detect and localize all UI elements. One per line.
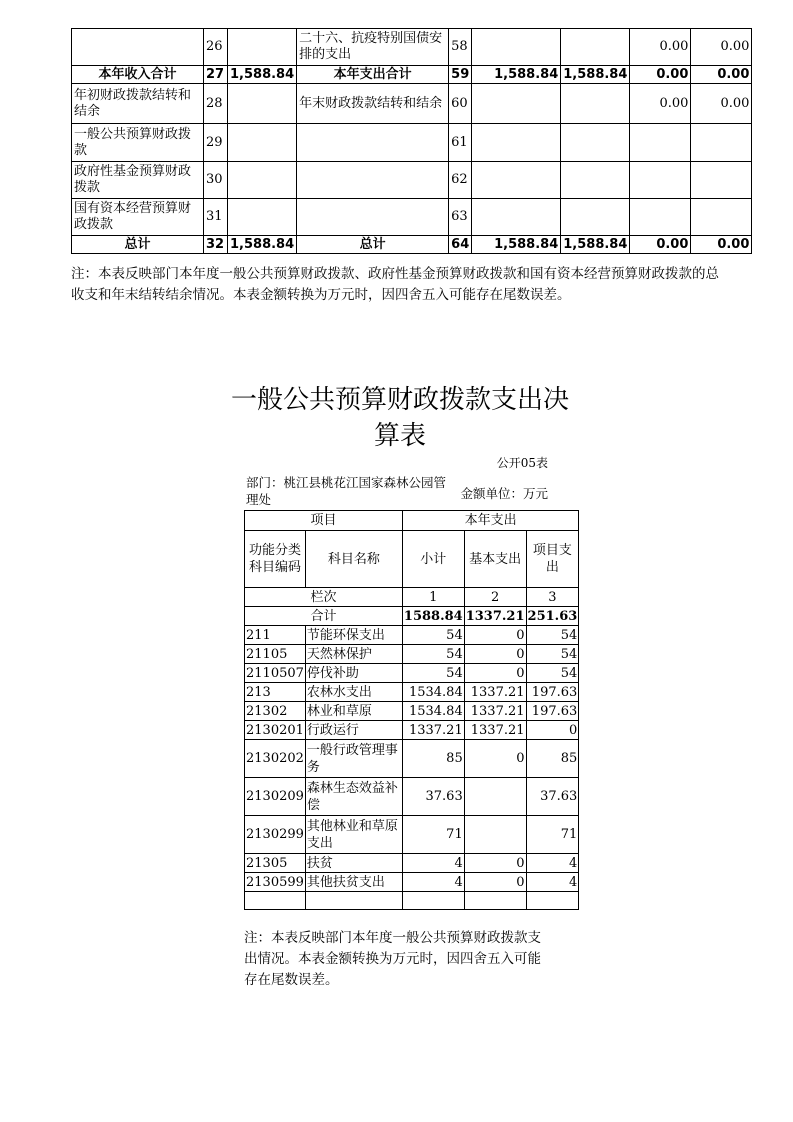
cell-basic: 0: [464, 645, 526, 664]
cell-name: 其他扶贫支出: [305, 873, 402, 892]
header-current-year: 本年支出: [402, 511, 578, 531]
cell-project: 0: [526, 721, 579, 740]
table-row: [245, 778, 579, 816]
cell-subtotal: 54: [402, 626, 464, 645]
empty-cell: [245, 892, 306, 910]
summary-cell-c1: 政府性基金预算财政拨款: [72, 162, 204, 199]
summary-cell-c6: 1,588.84: [472, 236, 561, 254]
summary-cell-c6: [472, 84, 561, 124]
summary-cell-c1: 一般公共预算财政拨款: [72, 124, 204, 162]
summary-cell-c5: 60: [449, 84, 472, 124]
cell-subtotal: 1534.84: [402, 683, 464, 702]
cell-code: 2110507: [246, 665, 304, 681]
summary-cell-c4: [297, 199, 449, 236]
cell-basic: 0: [464, 740, 526, 778]
header-col3: 3: [526, 588, 579, 607]
header-col2: 2: [464, 588, 526, 607]
summary-cell-c6: [472, 29, 561, 66]
cell-name: 农林水支出: [305, 683, 402, 702]
cell-name: 节能环保支出: [305, 626, 402, 645]
header-row-index: [245, 588, 579, 607]
summary-cell-c2: 32: [204, 236, 228, 254]
summary-cell-c7: 1,588.84: [561, 66, 630, 84]
summary-cell-c5: 61: [449, 124, 472, 162]
table-row: [245, 702, 579, 721]
cell-name: 行政运行: [305, 721, 402, 740]
summary-cell-c4: 总计: [297, 236, 449, 254]
summary-cell-c3: 1,588.84: [228, 66, 297, 84]
empty-cell: [402, 892, 464, 910]
summary-cell-c6: 1,588.84: [472, 66, 561, 84]
summary-cell-c1: 本年收入合计: [72, 66, 204, 84]
cell-basic: [464, 816, 526, 854]
total-basic: 1337.21: [465, 608, 525, 624]
summary-cell-c2: 27: [204, 66, 228, 84]
empty-cell: [305, 892, 402, 910]
cell-basic: 0: [464, 664, 526, 683]
cell-basic: 1337.21: [464, 683, 526, 702]
summary-cell-c4: 二十六、抗疫特别国债安排的支出: [297, 29, 449, 66]
summary-cell-c9: 0.00: [691, 236, 752, 254]
cell-project: 71: [526, 816, 579, 854]
cell-project: 85: [526, 740, 579, 778]
cell-basic: 1337.21: [464, 721, 526, 740]
summary-cell-c3: [228, 84, 297, 124]
cell-subtotal: 37.63: [402, 778, 464, 816]
cell-name: 森林生态效益补偿: [305, 778, 402, 816]
header-subtotal: 小计: [402, 531, 464, 588]
table-row: [245, 854, 579, 873]
cell-code: 2130299: [245, 816, 306, 854]
cell-name: 天然林保护: [305, 645, 402, 664]
cell-basic: 0: [464, 873, 526, 892]
summary-cell-c9: [691, 162, 752, 199]
table-row: [245, 683, 579, 702]
cell-subtotal: 54: [402, 664, 464, 683]
cell-code: 21305: [245, 854, 306, 873]
cell-project: 197.63: [526, 683, 579, 702]
cell-code: 21302: [245, 702, 306, 721]
summary-cell-c7: [561, 124, 630, 162]
summary-row: [72, 199, 752, 236]
summary-cell-c5: 62: [449, 162, 472, 199]
summary-table-note: 注：本表反映部门本年度一般公共预算财政拨款、政府性基金预算财政拨款和国有资本经营预算财政拨款的总收支和年末结转结余情况。本表金额转换为万元时，因四舍五入可能存在尾数误差。: [71, 266, 719, 303]
form-number: 公开05表: [496, 456, 548, 470]
cell-basic: [464, 778, 526, 816]
cell-subtotal: 85: [402, 740, 464, 778]
cell-basic: 0: [464, 854, 526, 873]
cell-code: 213: [245, 683, 306, 702]
summary-cell-c4: [297, 124, 449, 162]
summary-cell-c2: 28: [204, 84, 228, 124]
summary-cell-c8: 0.00: [630, 66, 691, 84]
summary-row: [72, 162, 752, 199]
summary-cell-c7: [561, 29, 630, 66]
cell-code: 2130201: [246, 722, 304, 738]
amount-unit-label: 金额单位：万元: [460, 486, 548, 501]
total-subtotal: 1588.84: [403, 608, 463, 624]
summary-cell-c6: [472, 162, 561, 199]
table-row: [245, 740, 579, 778]
cell-project: 54: [526, 664, 579, 683]
cell-name: 扶贫: [305, 854, 402, 873]
summary-cell-c1: [72, 29, 204, 66]
summary-cell-c6: [472, 124, 561, 162]
cell-project: 37.63: [526, 778, 579, 816]
summary-cell-c8: 0.00: [630, 236, 691, 254]
table-row: [245, 664, 579, 683]
summary-cell-c1: 国有资本经营预算财政拨款: [72, 199, 204, 236]
summary-cell-c1: 总计: [72, 236, 204, 254]
cell-name: 林业和草原: [305, 702, 402, 721]
summary-cell-c5: 63: [449, 199, 472, 236]
cell-name: 停伐补助: [305, 664, 402, 683]
summary-cell-c9: [691, 124, 752, 162]
summary-row: [72, 124, 752, 162]
summary-cell-c8: [630, 199, 691, 236]
empty-cell: [464, 892, 526, 910]
summary-cell-c4: 年末财政拨款结转和结余: [297, 84, 449, 124]
summary-cell-c7: [561, 162, 630, 199]
summary-row: [72, 29, 752, 66]
summary-cell-c2: 31: [204, 199, 228, 236]
cell-code: 21105: [245, 645, 306, 664]
cell-code: 2130209: [245, 778, 306, 816]
summary-cell-c2: 26: [204, 29, 228, 66]
header-func-code: 功能分类科目编码: [245, 531, 306, 588]
summary-row: [72, 236, 752, 254]
summary-cell-c3: [228, 162, 297, 199]
cell-name: 一般行政管理事务: [305, 740, 402, 778]
header-col-label: 栏次: [245, 588, 403, 607]
table-row: [245, 626, 579, 645]
header-col1: 1: [402, 588, 464, 607]
summary-row: [72, 66, 752, 84]
empty-row: [245, 892, 579, 910]
expenditure-table-body: [245, 511, 579, 910]
cell-code: 211: [245, 626, 306, 645]
table-row: [245, 645, 579, 664]
total-project: 251.63: [527, 608, 578, 624]
cell-project: 4: [526, 854, 579, 873]
summary-cell-c3: [228, 29, 297, 66]
cell-project: 4: [526, 873, 579, 892]
summary-cell-c6: [472, 199, 561, 236]
cell-project: 54: [526, 626, 579, 645]
empty-cell: [526, 892, 579, 910]
header-subject-name: 科目名称: [305, 531, 402, 588]
cell-project: 54: [526, 645, 579, 664]
header-project-exp: 项目支出: [526, 531, 579, 588]
header-project: 项目: [245, 511, 403, 531]
expenditure-table-note: 注：本表反映部门本年度一般公共预算财政拨款支出情况。本表金额转换为万元时，因四舍五入可能存在尾数误差。: [244, 930, 541, 988]
summary-cell-c8: 0.00: [630, 84, 691, 124]
table-row: [245, 816, 579, 854]
summary-cell-c1: 年初财政拨款结转和结余: [72, 84, 204, 124]
cell-subtotal: 54: [402, 645, 464, 664]
summary-cell-c3: 1,588.84: [228, 236, 297, 254]
income-expense-summary-table: [71, 28, 752, 254]
summary-cell-c5: 58: [449, 29, 472, 66]
cell-project: 197.63: [526, 702, 579, 721]
summary-cell-c3: [228, 124, 297, 162]
header-row-top: [245, 511, 579, 531]
header-basic: 基本支出: [464, 531, 526, 588]
summary-cell-c7: 1,588.84: [561, 236, 630, 254]
summary-cell-c7: [561, 84, 630, 124]
summary-cell-c7: [561, 199, 630, 236]
table-row: [245, 873, 579, 892]
summary-cell-c8: [630, 124, 691, 162]
summary-cell-c9: 0.00: [691, 84, 752, 124]
summary-cell-c2: 30: [204, 162, 228, 199]
summary-row: [72, 84, 752, 124]
summary-cell-c4: [297, 162, 449, 199]
cell-subtotal: 4: [402, 873, 464, 892]
page-title: 一般公共预算财政拨款支出决算表: [230, 385, 569, 451]
summary-table-body: [72, 29, 752, 254]
header-row-columns: [245, 531, 579, 588]
summary-cell-c5: 59: [449, 66, 472, 84]
summary-cell-c4: 本年支出合计: [297, 66, 449, 84]
cell-basic: 0: [464, 626, 526, 645]
cell-subtotal: 4: [402, 854, 464, 873]
summary-cell-c3: [228, 199, 297, 236]
table-row: [245, 721, 579, 740]
cell-basic: 1337.21: [464, 702, 526, 721]
cell-code: 2130599: [246, 874, 304, 890]
cell-subtotal: 1337.21: [402, 721, 464, 740]
cell-subtotal: 1534.84: [402, 702, 464, 721]
cell-code: 2130202: [245, 740, 306, 778]
summary-cell-c9: [691, 199, 752, 236]
summary-cell-c2: 29: [204, 124, 228, 162]
summary-cell-c5: 64: [449, 236, 472, 254]
summary-cell-c8: 0.00: [630, 29, 691, 66]
cell-subtotal: 71: [402, 816, 464, 854]
expenditure-table: [244, 510, 579, 910]
summary-cell-c9: 0.00: [691, 66, 752, 84]
cell-name: 其他林业和草原支出: [305, 816, 402, 854]
total-row: [245, 607, 579, 626]
summary-cell-c9: 0.00: [691, 29, 752, 66]
total-label: 合计: [245, 607, 403, 626]
department-label: 部门：桃江县桃花江国家森林公园管理处: [246, 475, 447, 507]
summary-cell-c8: [630, 162, 691, 199]
